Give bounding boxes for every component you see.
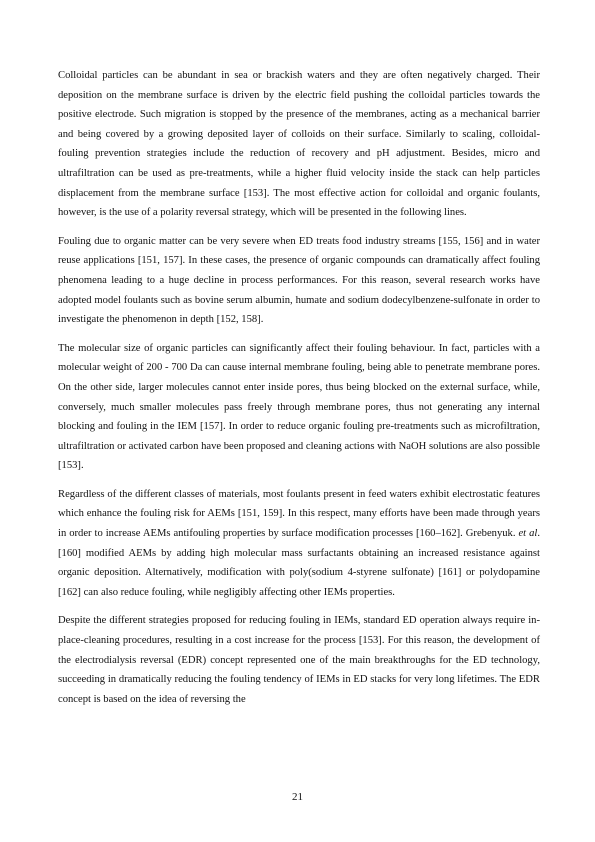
page-body <box>58 66 540 718</box>
paragraph-organic-fouling: Fouling due to organic matter can be very severe when ED treats food industry streams [155, 156] and in water reuse applications [151, 157]. In these cases, the presence of organic compounds can dramatically affect fouling phenomena leading to a huge decline in process performances. For this reason, several research works have adopted model foulants such as bovine serum albumin, humate and sodium dodecylbenzene-sulfonate in order to investigate the phenomenon in depth [152, 158]. <box>58 235 540 326</box>
paragraph-text-after: . [160] modified AEMs by adding high molecular mass surfactants obtaining an increased resistance against organic deposition. Alternatively, modification with poly(sodium 4-styrene sulfonate) [161] or polydopamine [162] can also reduce fouling, while negligibly affecting other IEMs properties. <box>58 528 540 598</box>
et-al-italic: et al <box>518 528 538 540</box>
paragraph-colloidal-fouling: Colloidal particles can be abundant in sea or brackish waters and they are often negatively charged. Their deposition on the membrane surface is driven by the electric field pushing the colloidal particles towards the positive electrode. Such migration is stopped by the presence of the membranes, acting as a mechanical barrier and being covered by a growing deposited layer of colloids on their surface. Similarly to scaling, colloidal-fouling prevention strategies include the reduction of recovery and pH adjustment. Besides, micro and ultrafiltration can be used as pre-treatments, while a higher fluid velocity inside the stack can help particles displacement from the membrane surface [153]. The most effective action for colloidal and organic foulants, however, is the use of a polarity reversal strategy, which will be presented in the following lines. <box>58 70 540 219</box>
paragraph-molecular-size: The molecular size of organic particles can significantly affect their fouling behaviour. In fact, particles with a molecular weight of 200 - 700 Da can cause internal membrane fouling, being able to penetrate membrane pores. On the other side, larger molecules cannot enter inside pores, thus being blocked on the external surface, while, conversely, much smaller molecules pass freely through membrane pores, thus not generating any internal blocking and fouling in the IEM [157]. In order to reduce organic fouling pre-treatments such as microfiltration, ultrafiltration or activated carbon have been proposed and cleaning actions with NaOH solutions are also possible [153]. <box>58 342 540 472</box>
page-number: 21 <box>292 791 303 803</box>
paragraph-text-before: Regardless of the different classes of materials, most foulants present in feed waters exhibit electrostatic features which enhance the fouling risk for AEMs [151, 159]. In this respect, many efforts have been made through years in order to increase AEMs antifouling properties by surface modification processes [160–162]. Grebenyuk. <box>58 488 540 540</box>
paragraph-edr-concept: Despite the different strategies proposed for reducing fouling in IEMs, standard ED operation always require in-place-cleaning procedures, resulting in a cost increase for the process [153]. For this reason, the development of the electrodialysis reversal (EDR) concept represented one of the main breakthroughs for the ED technology, succeeding in dramatically reducing the fouling tendency of IEMs in ED stacks for very long lifetimes. The EDR concept is based on the idea of reversing the <box>58 615 540 705</box>
paragraph-antifouling-modification <box>58 485 540 603</box>
